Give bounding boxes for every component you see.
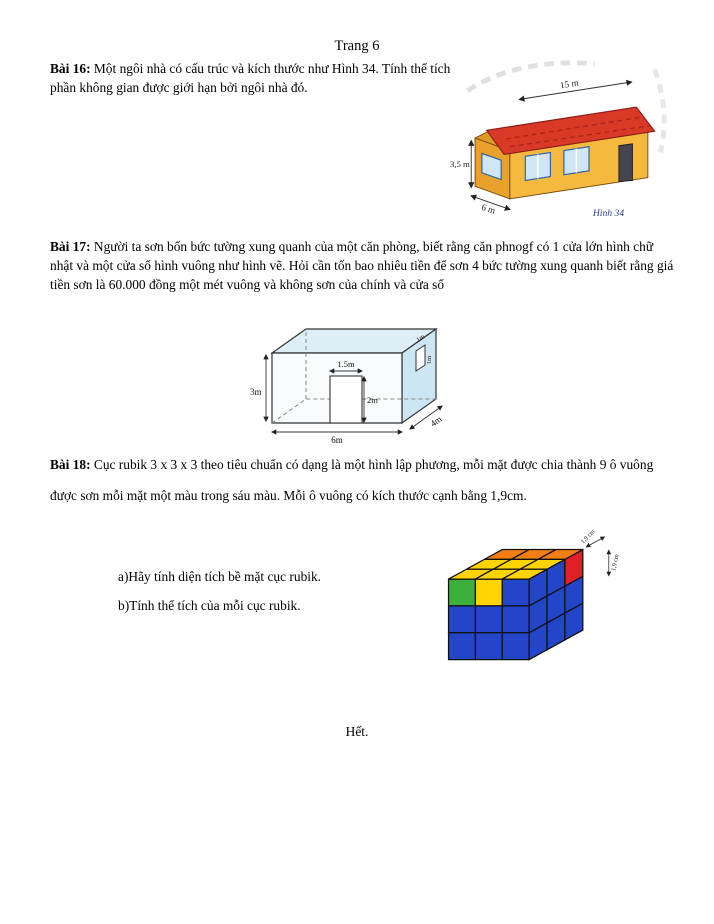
exercise-18	[50, 450, 676, 512]
exercise-16	[50, 60, 452, 98]
rubik-sticker	[475, 579, 502, 606]
page-footer: Hết.	[345, 724, 369, 739]
exercise-17-label: Bài 17:	[50, 239, 91, 254]
house-dim-length: 15 m	[559, 77, 580, 91]
rubik-cube	[449, 550, 583, 660]
figure-rubik	[436, 527, 624, 675]
exercise-18-item-a: a)Hãy tính diện tích bề mặt cục rubik.	[118, 569, 322, 584]
room-dim-height: 3m	[250, 387, 262, 397]
house-caption: Hình 34	[592, 208, 625, 220]
rubik-sticker	[449, 579, 476, 606]
room-dim-window-h: 1m	[426, 355, 433, 365]
rubik-sticker	[502, 606, 529, 633]
rubik-dimensions	[580, 528, 621, 575]
rubik-sticker	[502, 633, 529, 660]
figure-room	[250, 315, 470, 445]
rubik-sticker	[449, 606, 476, 633]
exercise-16-text: Một ngôi nhà có cấu trúc và kích thước như Hình 34. Tính thể tích phần không gian được giới hạn bởi ngôi nhà đó.	[50, 61, 451, 95]
room-dim-window-w: 1m	[415, 333, 427, 344]
exercise-18-items	[118, 562, 321, 621]
sketch-line	[655, 69, 665, 152]
room-dim-width: 6m	[331, 435, 343, 445]
rubik-sticker	[502, 579, 529, 606]
house-door	[619, 144, 633, 182]
rubik-sticker	[475, 606, 502, 633]
room-door	[330, 376, 362, 423]
exercise-18-item-b: b)Tính thể tích của mỗi cục rubik.	[118, 598, 301, 614]
exercise-17	[50, 238, 674, 294]
figure-house	[450, 54, 672, 223]
rubik-sticker	[475, 633, 502, 660]
rubik-dim-side: 1,9 cm	[610, 553, 621, 572]
rubik-dim-top: 1,9 cm	[579, 528, 597, 546]
exercise-18-label: Bài 18:	[50, 457, 91, 472]
exercise-17-text: Người ta sơn bốn bức tường xung quanh của một căn phòng, biết rằng căn phnogf có 1 cửa lớn hình chữ nhật và một cửa sổ hình vuông như hình vẽ. Hỏi cần tốn bao nhiêu tiền để sơn 4 bức tường xung quanh biết rằng giá tiền sơn là 60.000 đồng một mét vuông và không sơn của chính và cửa sổ	[50, 239, 674, 292]
room-dim-depth: 4m	[428, 413, 444, 429]
house-dim-height: 3,5 m	[450, 158, 470, 169]
room-dim-door-width: 1.5m	[337, 359, 355, 369]
exercise-18-text: Cục rubik 3 x 3 x 3 theo tiêu chuẩn có dạng là một hình lập phương, mỗi mặt được chia thành 9 ô vuông được sơn mỗi mặt một màu trong sáu màu. Mỗi ô vuông có kích thước cạnh bằng 1,9cm.	[50, 457, 654, 503]
rubik-sticker	[449, 633, 476, 660]
exercise-16-label: Bài 16:	[50, 61, 91, 76]
page-title: Trang 6	[334, 38, 380, 54]
room-dim-door-height: 2m	[367, 395, 378, 405]
house-dim-width: 6 m	[480, 201, 497, 216]
